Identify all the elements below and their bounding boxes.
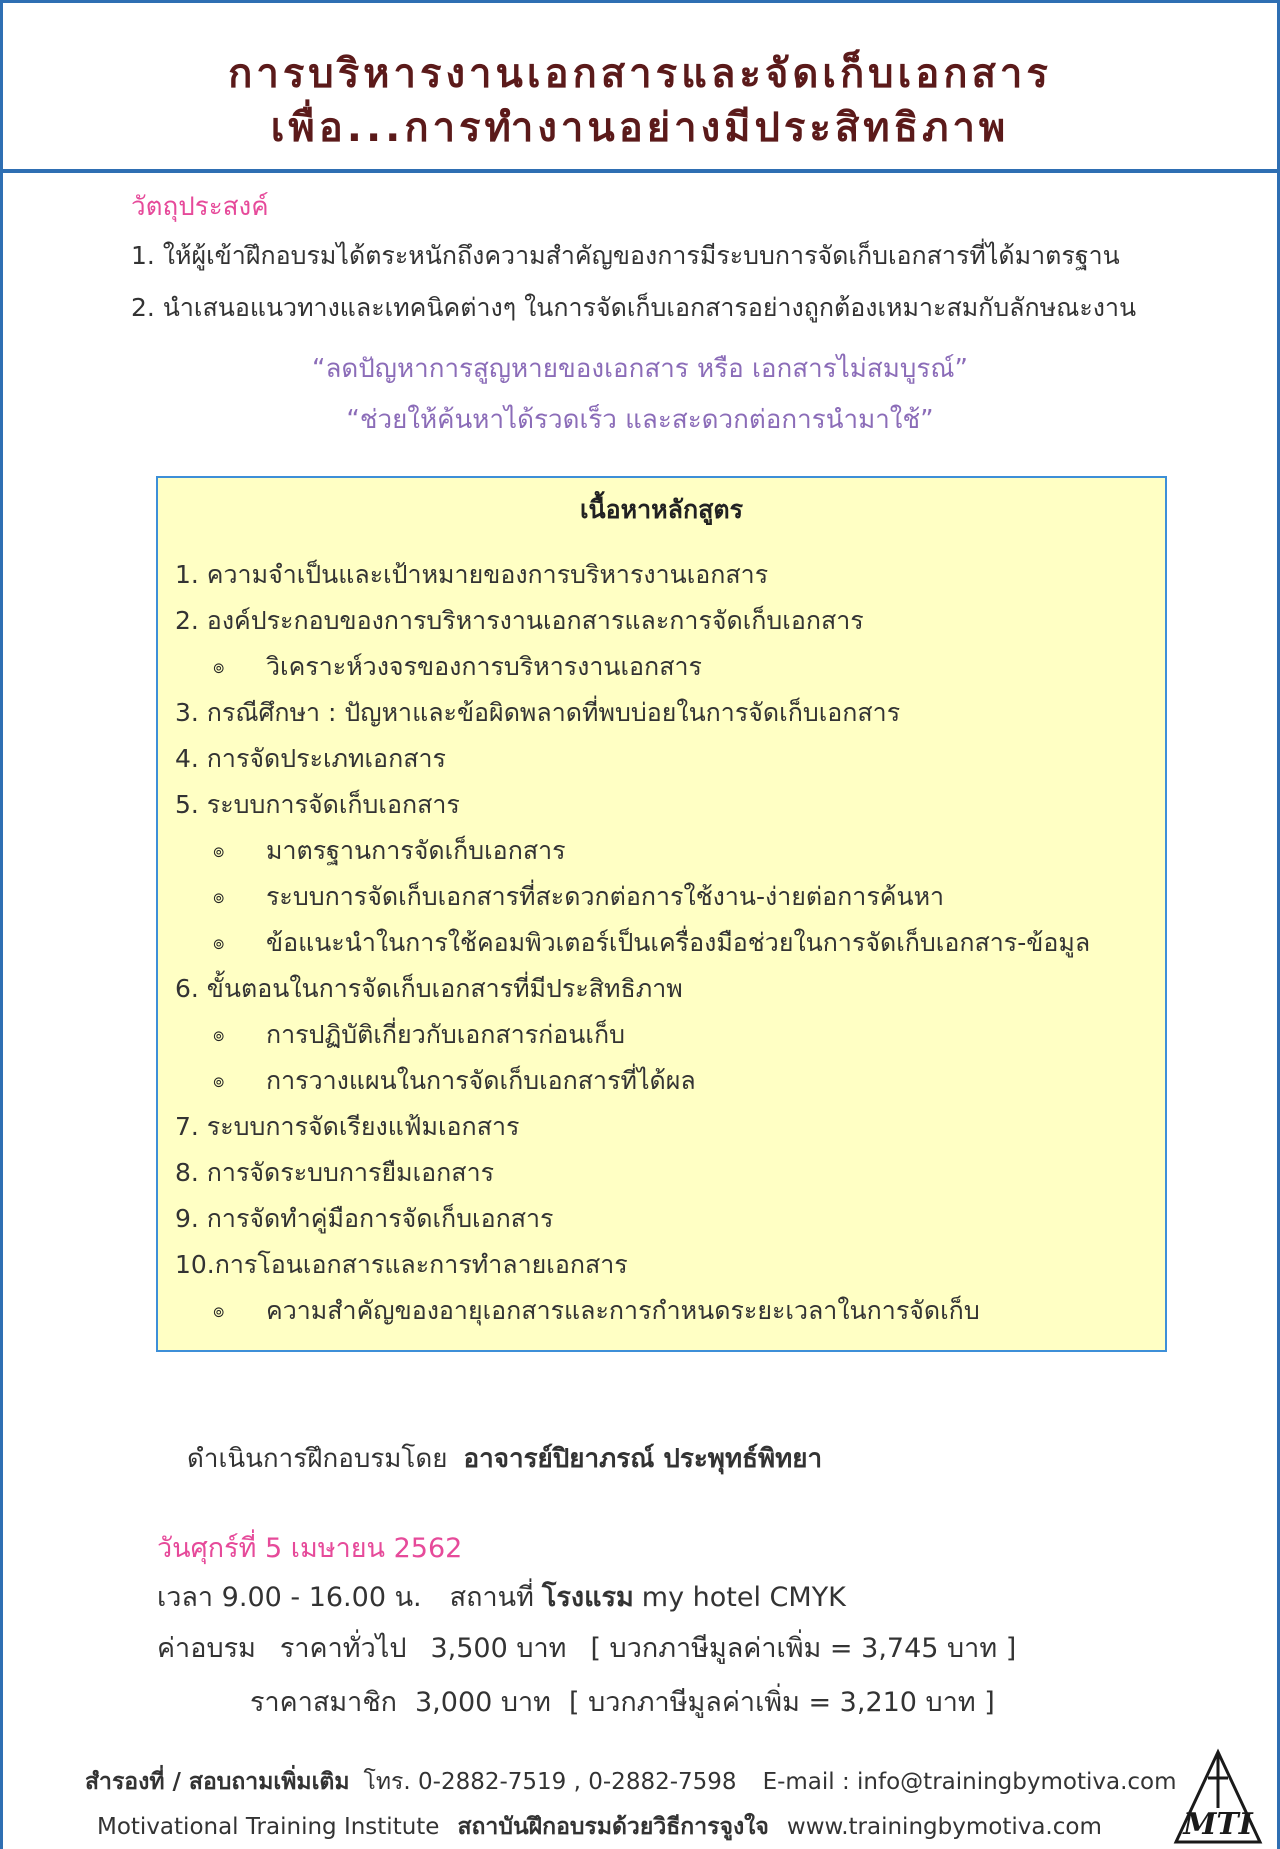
fee-member-vat: [ บวกภาษีมูลค่าเพิ่ม = 3,210 บาท ] — [568, 1687, 995, 1718]
course-content-title: เนื้อหาหลักสูตร — [579, 495, 744, 524]
course-topic: 7. ระบบการจัดเรียงแฟ้มเอกสาร — [175, 1112, 520, 1141]
venue-name-en: my hotel CMYK — [641, 1582, 846, 1613]
course-topic: 6. ขั้นตอนในการจัดเก็บเอกสารที่มีประสิทธิภาพ — [175, 974, 683, 1003]
trainer-line — [187, 1438, 822, 1479]
training-date: วันศุกร์ที่ 5 เมษายน 2562 — [157, 1533, 463, 1564]
organization-name-en: Motivational Training Institute — [97, 1814, 440, 1840]
bullet-icon: ๏ — [213, 840, 225, 862]
quote: “ลดปัญหาการสูญหายของเอกสาร หรือ เอกสารไม่สมบูรณ์” — [312, 354, 968, 384]
course-subtopic — [175, 920, 1155, 966]
logo-text: MTI — [1183, 1807, 1253, 1842]
course-subtopic-text: วิเคราะห์วงจรของการบริหารงานเอกสาร — [266, 652, 702, 681]
course-content-box — [156, 476, 1167, 1352]
course-topic: 10.การโอนเอกสารและการทำลายเอกสาร — [175, 1250, 628, 1279]
fee-member-line — [250, 1680, 995, 1723]
course-subtopic — [175, 874, 1155, 920]
course-topic: 1. ความจำเป็นและเป้าหมายของการบริหารงานเอกสาร — [175, 560, 769, 589]
header — [3, 3, 1277, 173]
page-title-line-2: เพื่อ...การทำงานอย่างมีประสิทธิภาพ — [270, 105, 1010, 151]
bullet-icon: ๏ — [213, 1300, 225, 1322]
fee-label: ค่าอบรม — [157, 1633, 256, 1664]
objective-item: 1. ให้ผู้เข้าฝึกอบรมได้ตระหนักถึงความสำคัญของการมีระบบการจัดเก็บเอกสารที่ได้มาตรฐาน — [131, 241, 1120, 270]
trainer-label: ดำเนินการฝึกอบรมโดย — [187, 1444, 448, 1474]
venue-label: สถานที่ — [449, 1582, 534, 1613]
course-subtopic — [175, 644, 1155, 690]
website-link[interactable]: www.trainingbymotiva.com — [786, 1814, 1102, 1840]
course-subtopic-text: การวางแผนในการจัดเก็บเอกสารที่ได้ผล — [266, 1066, 696, 1095]
contact-email[interactable]: E-mail : info@trainingbymotiva.com — [762, 1769, 1177, 1795]
course-topic: 9. การจัดทำคู่มือการจัดเก็บเอกสาร — [175, 1204, 554, 1233]
course-subtopic — [175, 1058, 1155, 1104]
bullet-icon: ๏ — [213, 1070, 225, 1092]
contact-label: สำรองที่ / สอบถามเพิ่มเติม — [85, 1769, 350, 1795]
trainer-name: อาจารย์ปิยาภรณ์ ประพุทธ์พิทยา — [463, 1444, 823, 1474]
time-venue-line — [157, 1575, 846, 1618]
fee-general-label: ราคาทั่วไป — [279, 1633, 407, 1664]
course-subtopic-text: ความสำคัญของอายุเอกสารและการกำหนดระยะเวลาในการจัดเก็บ — [266, 1296, 980, 1325]
fee-general-vat: [ บวกภาษีมูลค่าเพิ่ม = 3,745 บาท ] — [590, 1633, 1017, 1664]
bullet-icon: ๏ — [213, 1024, 225, 1046]
fee-general-price: 3,500 บาท — [430, 1633, 567, 1664]
fee-member-price: 3,000 บาท — [415, 1687, 551, 1718]
course-subtopic — [175, 1012, 1155, 1058]
course-content-list — [175, 552, 1155, 1334]
fee-general-line — [157, 1626, 1016, 1669]
course-subtopic-text: มาตรฐานการจัดเก็บเอกสาร — [266, 836, 566, 865]
course-subtopic-text: ระบบการจัดเก็บเอกสารที่สะดวกต่อการใช้งาน-ง่ายต่อการค้นหา — [266, 882, 945, 911]
objective-item: 2. นำเสนอแนวทางและเทคนิคต่างๆ ในการจัดเก็บเอกสารอย่างถูกต้องเหมาะสมกับลักษณะงาน — [131, 293, 1137, 322]
bullet-icon: ๏ — [213, 932, 225, 954]
bullet-icon: ๏ — [213, 886, 225, 908]
contact-line — [85, 1764, 1177, 1800]
fee-member-label: ราคาสมาชิก — [250, 1687, 397, 1718]
quote: “ช่วยให้ค้นหาได้รวดเร็ว และสะดวกต่อการนำมาใช้” — [346, 405, 934, 435]
venue-name: โรงแรม — [541, 1582, 634, 1613]
course-topic: 2. องค์ประกอบของการบริหารงานเอกสารและการจัดเก็บเอกสาร — [175, 606, 864, 635]
contact-phone[interactable]: โทร. 0-2882-7519 , 0-2882-7598 — [363, 1769, 737, 1795]
objectives-heading: วัตถุประสงค์ — [131, 192, 269, 222]
page-title-line-1: การบริหารงานเอกสารและจัดเก็บเอกสาร — [228, 51, 1052, 97]
course-topic: 5. ระบบการจัดเก็บเอกสาร — [175, 790, 460, 819]
course-subtopic — [175, 828, 1155, 874]
course-subtopic-text: ข้อแนะนำในการใช้คอมพิวเตอร์เป็นเครื่องมือช่วยในการจัดเก็บเอกสาร-ข้อมูล — [266, 928, 1091, 957]
course-topic: 8. การจัดระบบการยืมเอกสาร — [175, 1158, 495, 1187]
course-topic: 3. กรณีศึกษา : ปัญหาและข้อผิดพลาดที่พบบ่อยในการจัดเก็บเอกสาร — [175, 698, 901, 727]
course-topic: 4. การจัดประเภทเอกสาร — [175, 744, 446, 773]
mti-logo — [1172, 1748, 1264, 1846]
training-time: เวลา 9.00 - 16.00 น. — [157, 1582, 422, 1613]
course-subtopic — [175, 1288, 1155, 1334]
organization-name-th: สถาบันฝึกอบรมด้วยวิธีการจูงใจ — [457, 1814, 769, 1840]
course-subtopic-text: การปฏิบัติเกี่ยวกับเอกสารก่อนเก็บ — [266, 1020, 625, 1049]
organization-line — [97, 1809, 1102, 1845]
bullet-icon: ๏ — [213, 656, 225, 678]
